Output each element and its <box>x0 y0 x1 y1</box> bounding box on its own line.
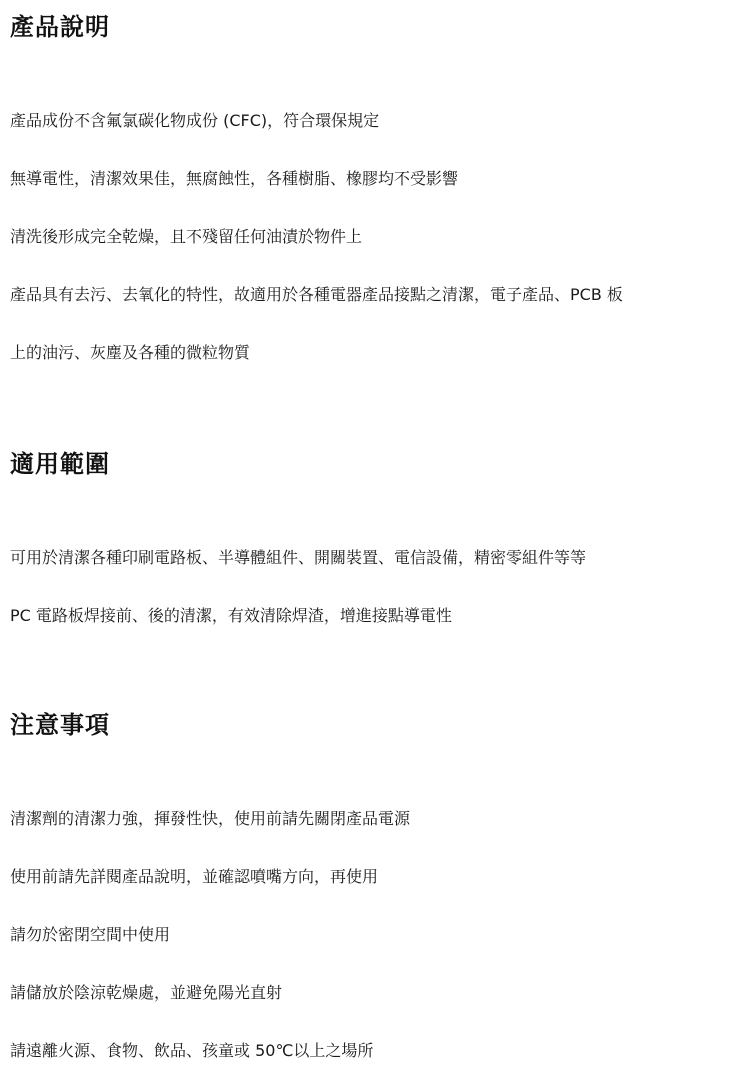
paragraph: 上的油污、灰塵及各種的微粒物質 <box>10 343 251 362</box>
paragraph: 清潔劑的清潔力強，揮發性快，使用前請先關閉產品電源 <box>10 809 411 828</box>
paragraph: 使用前請先詳閱產品說明，並確認噴嘴方向，再使用 <box>10 867 379 886</box>
product-description-section <box>10 10 746 382</box>
paragraph: 產品具有去污、去氧化的特性，故適用於各種電器產品接點之清潔，電子產品、PCB 板 <box>10 285 623 304</box>
section-heading-application-scope: 適用範圍 <box>10 450 110 478</box>
paragraph: PC 電路板焊接前、後的清潔，有效清除焊渣，增進接點導電性 <box>10 606 452 625</box>
section-heading-precautions: 注意事項 <box>10 711 110 739</box>
paragraph: 產品成份不含氟氯碳化物成份 (CFC)，符合環保規定 <box>10 111 380 130</box>
paragraph: 請勿於密閉空間中使用 <box>10 925 171 944</box>
paragraph: 請遠離火源、食物、飲品、孩童或 50℃以上之場所 <box>10 1041 374 1060</box>
paragraph: 可用於清潔各種印刷電路板、半導體組件、開關裝置、電信設備，精密零組件等等 <box>10 548 587 567</box>
paragraph: 請儲放於陰涼乾燥處，並避免陽光直射 <box>10 983 283 1002</box>
paragraph: 無導電性，清潔效果佳，無腐蝕性，各種樹脂、橡膠均不受影響 <box>10 169 459 188</box>
precautions-section <box>10 708 746 1080</box>
application-scope-section <box>10 447 746 645</box>
paragraph: 清洗後形成完全乾燥，且不殘留任何油漬於物件上 <box>10 227 363 246</box>
section-heading-product-description: 產品說明 <box>10 13 110 41</box>
